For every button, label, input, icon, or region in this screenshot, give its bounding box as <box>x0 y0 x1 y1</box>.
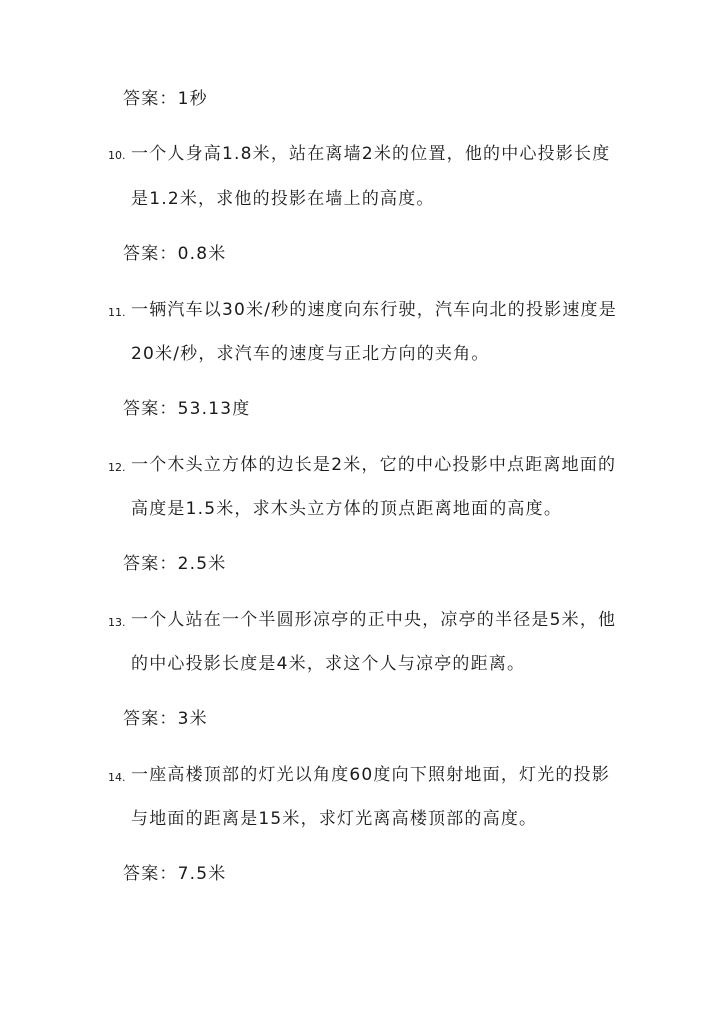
question-12-line-2: 高度是1.5米，求木头立方体的顶点距离地面的高度。 <box>131 499 563 519</box>
question-12-line-1: 一个木头立方体的边长是2米，它的中心投影中点距离地面的 <box>131 455 617 475</box>
answer-13: 答案：3米 <box>123 709 208 729</box>
question-14-line-2: 与地面的距离是15米，求灯光离高楼顶部的高度。 <box>131 809 538 829</box>
question-14-number: 14. <box>108 771 126 784</box>
question-12-number: 12. <box>108 461 126 474</box>
question-13-line-1: 一个人站在一个半圆形凉亭的正中央，凉亭的半径是5米，他 <box>131 610 617 630</box>
answer-9: 答案：1秒 <box>123 89 208 109</box>
question-11-line-1: 一辆汽车以30米/秒的速度向东行驶，汽车向北的投影速度是 <box>131 300 617 320</box>
question-11-line-2: 20米/秒，求汽车的速度与正北方向的夹角。 <box>131 344 490 364</box>
question-10-number: 10. <box>108 149 126 162</box>
answer-10: 答案：0.8米 <box>123 244 227 264</box>
question-11-number: 11. <box>108 306 126 319</box>
answer-11: 答案：53.13度 <box>123 399 251 419</box>
question-13-number: 13. <box>108 616 126 629</box>
answer-12: 答案：2.5米 <box>123 554 227 574</box>
question-10-line-1: 一个人身高1.8米，站在离墙2米的位置，他的中心投影长度 <box>131 144 611 164</box>
answer-14: 答案：7.5米 <box>123 864 227 884</box>
question-10-line-2: 是1.2米，求他的投影在墙上的高度。 <box>131 189 435 209</box>
question-14-line-1: 一座高楼顶部的灯光以角度60度向下照射地面，灯光的投影 <box>131 765 611 785</box>
question-13-line-2: 的中心投影长度是4米，求这个人与凉亭的距离。 <box>131 654 526 674</box>
